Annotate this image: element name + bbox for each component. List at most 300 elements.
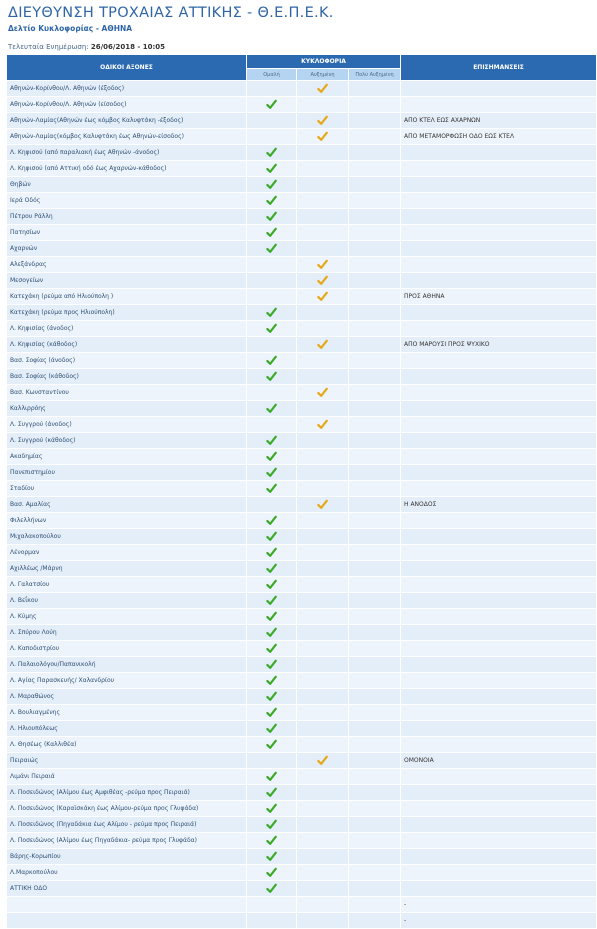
status-cell-increased: [297, 769, 349, 785]
status-cell-increased: [297, 337, 349, 353]
status-cell-normal: [247, 257, 297, 273]
status-cell-very-increased: [349, 529, 401, 545]
status-cell-increased: [297, 913, 349, 929]
status-cell-increased: [297, 177, 349, 193]
status-cell-normal: [247, 81, 297, 97]
road-name-cell: Αχαρνών: [7, 241, 247, 257]
subheader-increased: Αυξημένη: [297, 69, 349, 81]
checkmark-icon: [266, 819, 277, 830]
status-cell-very-increased: [349, 465, 401, 481]
status-cell-normal: [247, 881, 297, 897]
checkmark-icon: [317, 755, 328, 766]
status-cell-normal: [247, 497, 297, 513]
table-row: [7, 721, 597, 737]
status-cell-normal: [247, 529, 297, 545]
note-cell: [401, 673, 597, 689]
note-cell: [401, 545, 597, 561]
status-cell-very-increased: [349, 689, 401, 705]
status-cell-increased: [297, 609, 349, 625]
column-header-traffic: ΚΥΚΛΟΦΟΡΙΑ: [247, 55, 401, 69]
table-row: [7, 305, 597, 321]
last-updated-label: Τελευταία Ενημέρωση:: [8, 43, 89, 51]
table-row: [7, 481, 597, 497]
table-row: [7, 513, 597, 529]
table-row: [7, 289, 597, 305]
status-cell-very-increased: [349, 449, 401, 465]
road-name-cell: Βασ. Σοφίας (άνοδος): [7, 353, 247, 369]
status-cell-increased: [297, 465, 349, 481]
status-cell-very-increased: [349, 193, 401, 209]
status-cell-increased: [297, 849, 349, 865]
note-cell: [401, 305, 597, 321]
note-cell: [401, 577, 597, 593]
note-cell: [401, 721, 597, 737]
checkmark-icon: [266, 643, 277, 654]
note-cell: [401, 257, 597, 273]
status-cell-very-increased: [349, 833, 401, 849]
status-cell-very-increased: [349, 657, 401, 673]
checkmark-icon: [266, 403, 277, 414]
table-row: [7, 465, 597, 481]
status-cell-increased: [297, 721, 349, 737]
road-name-cell: Βασ. Κωνσταντίνου: [7, 385, 247, 401]
road-name-cell: Λ. Ποσειδώνος (Αλίμου έως Αμφιθέας -ρεύμα προς Πειραιά): [7, 785, 247, 801]
checkmark-icon: [317, 339, 328, 350]
status-cell-very-increased: [349, 161, 401, 177]
status-cell-increased: [297, 353, 349, 369]
road-name-cell: Λ. Ποσειδώνος (Καραϊσκάκη έως Αλίμου-ρεύμα προς Γλυφάδα): [7, 801, 247, 817]
road-name-cell: Καλλιρρόης: [7, 401, 247, 417]
status-cell-very-increased: [349, 225, 401, 241]
status-cell-normal: [247, 897, 297, 913]
status-cell-very-increased: [349, 593, 401, 609]
status-cell-normal: [247, 545, 297, 561]
note-cell: ΑΠΟ ΜΑΡΟΥΣΙ ΠΡΟΣ ΨΥΧΙΚΟ: [401, 337, 597, 353]
status-cell-normal: [247, 321, 297, 337]
note-cell: [401, 785, 597, 801]
table-row: [7, 417, 597, 433]
note-cell: [401, 353, 597, 369]
status-cell-normal: [247, 801, 297, 817]
status-cell-very-increased: [349, 641, 401, 657]
status-cell-increased: [297, 881, 349, 897]
table-row: [7, 769, 597, 785]
status-cell-normal: [247, 705, 297, 721]
status-cell-normal: [247, 161, 297, 177]
table-row: [7, 865, 597, 881]
note-cell: [401, 97, 597, 113]
note-cell: [401, 801, 597, 817]
status-cell-very-increased: [349, 97, 401, 113]
table-row: [7, 449, 597, 465]
checkmark-icon: [266, 659, 277, 670]
table-row: [7, 385, 597, 401]
note-cell: [401, 465, 597, 481]
status-cell-very-increased: [349, 177, 401, 193]
road-name-cell: Βασ. Σοφίας (κάθοδος): [7, 369, 247, 385]
status-cell-increased: [297, 193, 349, 209]
status-cell-very-increased: [349, 209, 401, 225]
checkmark-icon: [266, 307, 277, 318]
status-cell-increased: [297, 865, 349, 881]
status-cell-normal: [247, 481, 297, 497]
note-cell: [401, 225, 597, 241]
table-row: [7, 273, 597, 289]
status-cell-normal: [247, 209, 297, 225]
status-cell-very-increased: [349, 577, 401, 593]
note-cell: [401, 401, 597, 417]
status-cell-normal: [247, 417, 297, 433]
table-row: [7, 145, 597, 161]
note-cell: [401, 417, 597, 433]
status-cell-very-increased: [349, 913, 401, 929]
checkmark-icon: [266, 547, 277, 558]
road-name-cell: Αχιλλέως /Μάρνη: [7, 561, 247, 577]
last-updated-value: 26/06/2018 - 10:05: [90, 43, 165, 51]
note-cell: [401, 769, 597, 785]
road-name-cell: [7, 913, 247, 929]
table-row: [7, 817, 597, 833]
status-cell-very-increased: [349, 433, 401, 449]
checkmark-icon: [317, 499, 328, 510]
status-cell-normal: [247, 753, 297, 769]
note-cell: [401, 833, 597, 849]
road-name-cell: Λένορμαν: [7, 545, 247, 561]
road-name-cell: Λ. Ποσειδώνος (Πηγαδάκια έως Αλίμου - ρεύμα προς Πειραιά): [7, 817, 247, 833]
status-cell-increased: [297, 97, 349, 113]
road-name-cell: Λ. Συγγρού (άνοδος): [7, 417, 247, 433]
checkmark-icon: [266, 227, 277, 238]
status-cell-normal: [247, 193, 297, 209]
road-name-cell: Λ. Κηφισίας (άνοδος): [7, 321, 247, 337]
note-cell: [401, 609, 597, 625]
checkmark-icon: [266, 739, 277, 750]
checkmark-icon: [266, 579, 277, 590]
status-cell-normal: [247, 737, 297, 753]
checkmark-icon: [266, 99, 277, 110]
status-cell-increased: [297, 481, 349, 497]
status-cell-very-increased: [349, 737, 401, 753]
note-cell: [401, 817, 597, 833]
table-row: [7, 113, 597, 129]
checkmark-icon: [317, 291, 328, 302]
note-cell: [401, 81, 597, 97]
note-cell: [401, 689, 597, 705]
status-cell-very-increased: [349, 625, 401, 641]
status-cell-normal: [247, 369, 297, 385]
status-cell-normal: [247, 241, 297, 257]
checkmark-icon: [266, 771, 277, 782]
status-cell-very-increased: [349, 785, 401, 801]
status-cell-increased: [297, 417, 349, 433]
road-name-cell: Κατεχάκη (ρεύμα προς Ηλιούπολη): [7, 305, 247, 321]
status-cell-increased: [297, 577, 349, 593]
table-row: [7, 433, 597, 449]
status-cell-increased: [297, 753, 349, 769]
road-name-cell: Πέτρου Ράλλη: [7, 209, 247, 225]
table-row: [7, 545, 597, 561]
checkmark-icon: [317, 419, 328, 430]
checkmark-icon: [266, 371, 277, 382]
status-cell-very-increased: [349, 273, 401, 289]
status-cell-increased: [297, 449, 349, 465]
status-cell-increased: [297, 529, 349, 545]
table-row: [7, 705, 597, 721]
road-name-cell: Λ. Μαραθώνος: [7, 689, 247, 705]
table-row: [7, 241, 597, 257]
table-row: [7, 849, 597, 865]
note-cell: [401, 177, 597, 193]
status-cell-increased: [297, 737, 349, 753]
status-cell-normal: [247, 561, 297, 577]
status-cell-increased: [297, 897, 349, 913]
status-cell-increased: [297, 273, 349, 289]
table-row: [7, 625, 597, 641]
status-cell-increased: [297, 801, 349, 817]
status-cell-increased: [297, 289, 349, 305]
status-cell-very-increased: [349, 385, 401, 401]
status-cell-increased: [297, 817, 349, 833]
status-cell-increased: [297, 545, 349, 561]
note-cell: -: [401, 897, 597, 913]
status-cell-normal: [247, 785, 297, 801]
table-row: [7, 353, 597, 369]
page-title: ΔΙΕΥΘΥΝΣΗ ΤΡΟΧΑΙΑΣ ΑΤΤΙΚΗΣ - Θ.Ε.Π.Ε.Κ.: [8, 5, 334, 21]
note-cell: [401, 481, 597, 497]
checkmark-icon: [266, 627, 277, 638]
road-name-cell: Βασ. Αμαλίας: [7, 497, 247, 513]
note-cell: [401, 737, 597, 753]
road-name-cell: Μιχαλακοπούλου: [7, 529, 247, 545]
table-row: [7, 881, 597, 897]
status-cell-increased: [297, 113, 349, 129]
status-cell-increased: [297, 833, 349, 849]
status-cell-very-increased: [349, 513, 401, 529]
checkmark-icon: [266, 435, 277, 446]
note-cell: [401, 161, 597, 177]
table-row: [7, 177, 597, 193]
checkmark-icon: [266, 243, 277, 254]
status-cell-normal: [247, 273, 297, 289]
status-cell-increased: [297, 369, 349, 385]
status-cell-normal: [247, 129, 297, 145]
note-cell: [401, 881, 597, 897]
road-name-cell: Λ.Μαρκοπούλου: [7, 865, 247, 881]
road-name-cell: Σταδίου: [7, 481, 247, 497]
status-cell-very-increased: [349, 337, 401, 353]
checkmark-icon: [317, 115, 328, 126]
road-name-cell: ΑΤΤΙΚΗ ΟΔΟ: [7, 881, 247, 897]
status-cell-normal: [247, 305, 297, 321]
checkmark-icon: [266, 611, 277, 622]
status-cell-normal: [247, 337, 297, 353]
status-cell-normal: [247, 769, 297, 785]
road-name-cell: Φιλελλήνων: [7, 513, 247, 529]
status-cell-increased: [297, 305, 349, 321]
status-cell-very-increased: [349, 241, 401, 257]
road-name-cell: Αλεξάνδρας: [7, 257, 247, 273]
table-row: [7, 785, 597, 801]
status-cell-very-increased: [349, 865, 401, 881]
road-name-cell: Λιμάνι Πειραιά: [7, 769, 247, 785]
checkmark-icon: [266, 803, 277, 814]
checkmark-icon: [266, 211, 277, 222]
status-cell-increased: [297, 497, 349, 513]
checkmark-icon: [266, 867, 277, 878]
status-cell-very-increased: [349, 721, 401, 737]
status-cell-increased: [297, 625, 349, 641]
road-name-cell: Λ. Αγίας Παρασκευής/ Χαλανδρίου: [7, 673, 247, 689]
checkmark-icon: [317, 387, 328, 398]
status-cell-increased: [297, 641, 349, 657]
table-row: [7, 321, 597, 337]
note-cell: [401, 369, 597, 385]
status-cell-normal: [247, 433, 297, 449]
status-cell-normal: [247, 465, 297, 481]
table-row: [7, 161, 597, 177]
status-cell-normal: [247, 865, 297, 881]
road-name-cell: Λ. Βουλιαγμένης: [7, 705, 247, 721]
table-row: [7, 737, 597, 753]
road-name-cell: Λ. Καποδιστρίου: [7, 641, 247, 657]
table-row: [7, 641, 597, 657]
table-row: [7, 81, 597, 97]
table-row: [7, 609, 597, 625]
table-row: [7, 97, 597, 113]
status-cell-very-increased: [349, 897, 401, 913]
note-cell: ΠΡΟΣ ΑΘΗΝΑ: [401, 289, 597, 305]
status-cell-normal: [247, 353, 297, 369]
table-row: [7, 913, 597, 929]
status-cell-very-increased: [349, 673, 401, 689]
checkmark-icon: [266, 851, 277, 862]
checkmark-icon: [266, 147, 277, 158]
status-cell-normal: [247, 113, 297, 129]
checkmark-icon: [266, 483, 277, 494]
status-cell-increased: [297, 673, 349, 689]
road-name-cell: Λ. Κύμης: [7, 609, 247, 625]
table-row: [7, 497, 597, 513]
status-cell-normal: [247, 513, 297, 529]
checkmark-icon: [266, 691, 277, 702]
checkmark-icon: [317, 259, 328, 270]
road-name-cell: Ιερά Οδός: [7, 193, 247, 209]
status-cell-increased: [297, 225, 349, 241]
status-cell-normal: [247, 721, 297, 737]
checkmark-icon: [317, 83, 328, 94]
status-cell-increased: [297, 401, 349, 417]
status-cell-very-increased: [349, 401, 401, 417]
status-cell-increased: [297, 161, 349, 177]
checkmark-icon: [266, 675, 277, 686]
table-row: [7, 529, 597, 545]
note-cell: [401, 433, 597, 449]
checkmark-icon: [266, 179, 277, 190]
status-cell-increased: [297, 657, 349, 673]
status-cell-increased: [297, 321, 349, 337]
road-name-cell: Λ. Ποσειδώνος (Αλίμου έως Πηγαδάκια- ρεύμα προς Γλυφάδα): [7, 833, 247, 849]
status-cell-normal: [247, 849, 297, 865]
status-cell-normal: [247, 689, 297, 705]
road-name-cell: Λ. Κηφισίας (κάθοδος): [7, 337, 247, 353]
status-cell-increased: [297, 561, 349, 577]
note-cell: [401, 641, 597, 657]
table-row: [7, 689, 597, 705]
status-cell-very-increased: [349, 145, 401, 161]
table-row: [7, 673, 597, 689]
checkmark-icon: [266, 883, 277, 894]
status-cell-normal: [247, 641, 297, 657]
road-name-cell: Μεσογείων: [7, 273, 247, 289]
checkmark-icon: [266, 531, 277, 542]
note-cell: [401, 321, 597, 337]
road-name-cell: Λ. Κηφισού (από Αττική οδό έως Αχαρνών-κάθοδος): [7, 161, 247, 177]
status-cell-very-increased: [349, 305, 401, 321]
table-row: [7, 369, 597, 385]
status-cell-very-increased: [349, 705, 401, 721]
status-cell-normal: [247, 657, 297, 673]
note-cell: ΑΠΟ ΜΕΤΑΜΟΡΦΩΣΗ ΟΔΟ ΕΩΣ ΚΤΕΛ: [401, 129, 597, 145]
column-header-notes: ΕΠΙΣΗΜΑΝΣΕΙΣ: [401, 55, 597, 81]
status-cell-increased: [297, 129, 349, 145]
status-cell-increased: [297, 689, 349, 705]
road-name-cell: Λ. Θησέως (Καλλιθέα): [7, 737, 247, 753]
note-cell: [401, 865, 597, 881]
status-cell-very-increased: [349, 81, 401, 97]
traffic-rows: [7, 81, 597, 929]
checkmark-icon: [266, 787, 277, 798]
status-cell-very-increased: [349, 545, 401, 561]
status-cell-increased: [297, 513, 349, 529]
note-cell: [401, 561, 597, 577]
note-cell: [401, 449, 597, 465]
status-cell-normal: [247, 913, 297, 929]
checkmark-icon: [317, 131, 328, 142]
note-cell: [401, 273, 597, 289]
status-cell-increased: [297, 593, 349, 609]
note-cell: [401, 193, 597, 209]
road-name-cell: Πατησίων: [7, 225, 247, 241]
status-cell-increased: [297, 257, 349, 273]
table-row: [7, 577, 597, 593]
status-cell-increased: [297, 81, 349, 97]
checkmark-icon: [266, 515, 277, 526]
status-cell-very-increased: [349, 257, 401, 273]
checkmark-icon: [317, 275, 328, 286]
status-cell-normal: [247, 97, 297, 113]
note-cell: [401, 593, 597, 609]
status-cell-very-increased: [349, 849, 401, 865]
checkmark-icon: [266, 707, 277, 718]
status-cell-normal: [247, 609, 297, 625]
status-cell-very-increased: [349, 481, 401, 497]
page-subtitle: Δελτίο Κυκλοφορίας - ΑΘΗΝΑ: [8, 24, 133, 33]
status-cell-normal: [247, 225, 297, 241]
checkmark-icon: [266, 451, 277, 462]
road-name-cell: Λ. Γαλατσίου: [7, 577, 247, 593]
road-name-cell: Λ. Συγγρού (κάθοδος): [7, 433, 247, 449]
status-cell-normal: [247, 385, 297, 401]
road-name-cell: Λ. Βεΐκου: [7, 593, 247, 609]
table-row: [7, 225, 597, 241]
road-name-cell: Ακαδημίας: [7, 449, 247, 465]
note-cell: [401, 705, 597, 721]
table-row: [7, 753, 597, 769]
subheader-normal: Ομαλή: [247, 69, 297, 81]
road-name-cell: Αθηνών-Κορίνθου/Λ. Αθηνών (είσοδος): [7, 97, 247, 113]
table-row: [7, 337, 597, 353]
checkmark-icon: [266, 595, 277, 606]
